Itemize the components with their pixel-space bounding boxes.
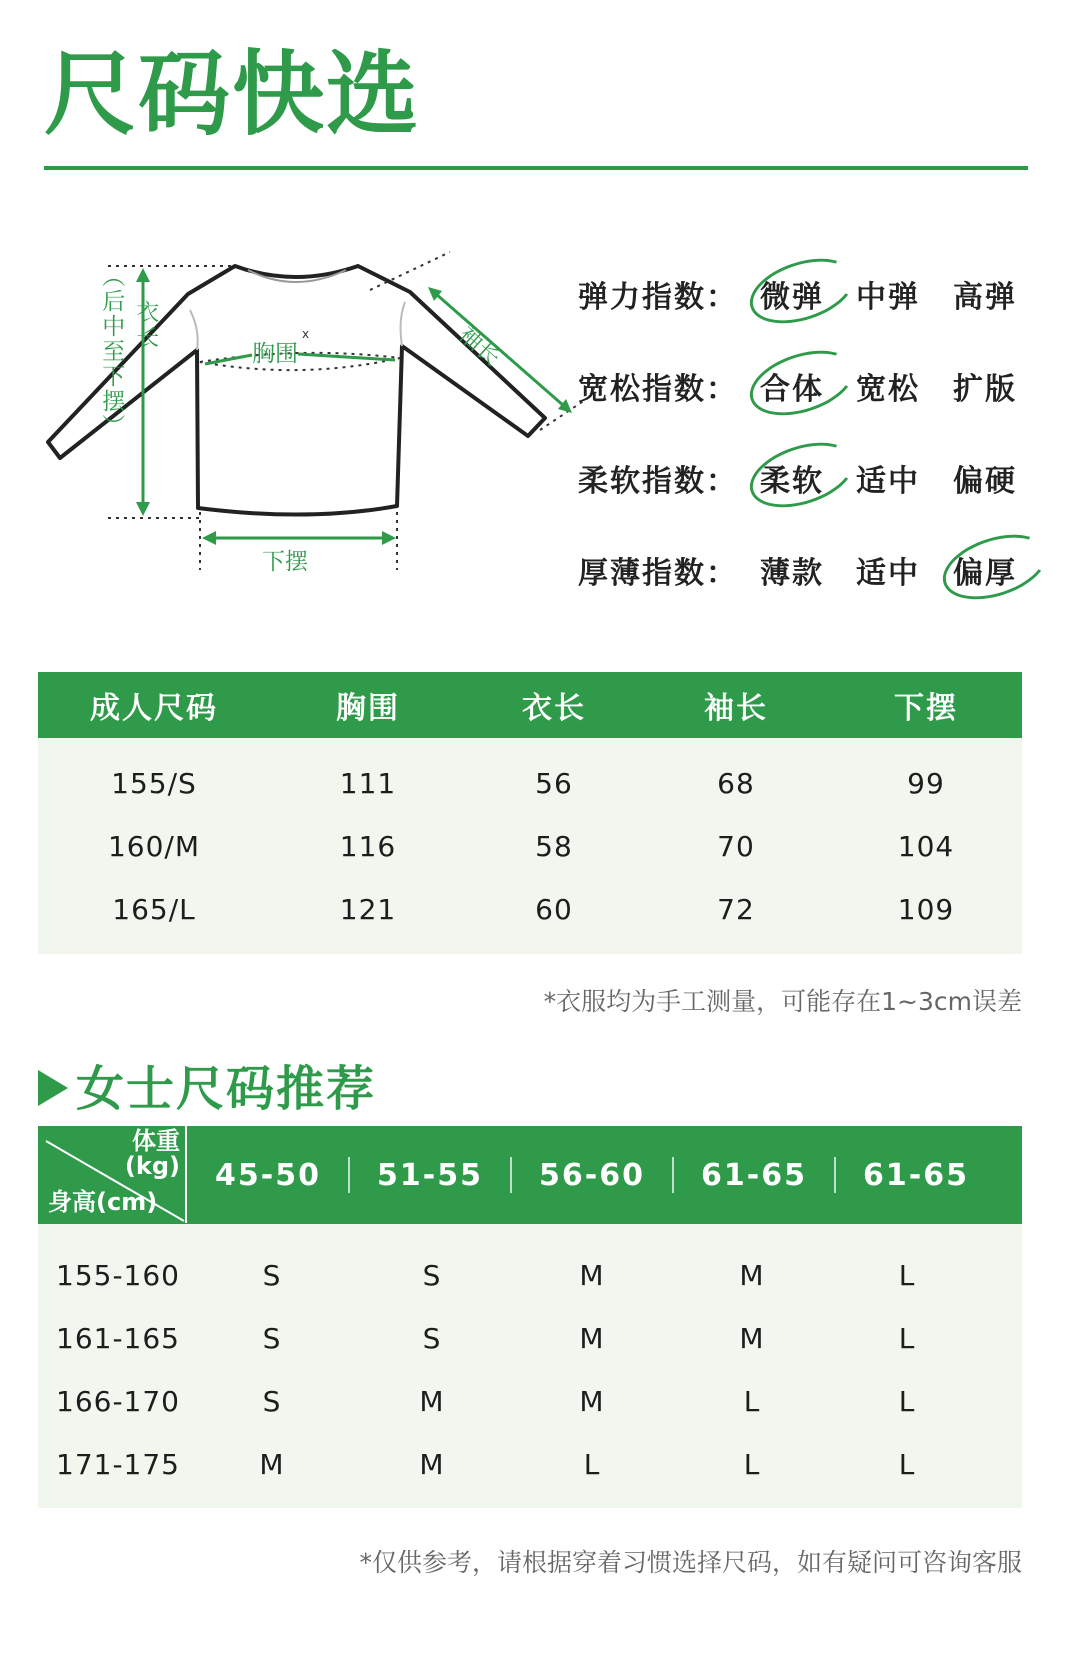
cell-sleeve: 68 <box>717 767 755 800</box>
index-option: 高弹 <box>953 280 1017 315</box>
cell-hem: 104 <box>897 830 955 863</box>
title-divider <box>44 166 1028 170</box>
section-title: 女士尺码推荐 <box>38 1050 376 1119</box>
reference-note: *仅供参考，请根据穿着习惯选择尺码，如有疑问可咨询客服 <box>359 1548 1022 1577</box>
index-option: 扩版 <box>953 372 1017 407</box>
cell-chest: 116 <box>339 830 397 863</box>
cell-chest: 121 <box>339 893 397 926</box>
page-title: 尺码快选 <box>44 41 421 148</box>
index-name: 厚薄指数： <box>578 556 738 591</box>
corner-weight-label: 体重 (kg) <box>124 1127 180 1181</box>
cell-size: M <box>259 1448 285 1481</box>
cell-chest: 111 <box>339 767 397 800</box>
sleeve-label: 袖长 <box>453 321 506 372</box>
weight-header: 61-65 <box>863 1157 969 1193</box>
recommendation-table <box>38 1126 1022 1508</box>
cell-height: 166-170 <box>56 1385 180 1418</box>
weight-header: 51-55 <box>377 1157 483 1193</box>
play-triangle-icon <box>38 1070 68 1106</box>
cell-hem: 109 <box>897 893 955 926</box>
cell-size: 160/M <box>107 830 201 863</box>
cell-size: M <box>579 1322 605 1355</box>
cell-size: M <box>739 1322 765 1355</box>
cell-size: L <box>743 1448 761 1481</box>
index-option-selected: 柔软 <box>760 456 824 500</box>
index-name: 柔软指数： <box>578 464 738 499</box>
length-note-label: （后中至下摆） <box>98 264 125 439</box>
header-cell: 下摆 <box>894 691 958 726</box>
index-option: 适中 <box>856 556 920 591</box>
cell-size: 165/L <box>112 893 196 926</box>
cell-length: 60 <box>535 893 573 926</box>
corner-height-label: 身高(cm) <box>48 1188 158 1216</box>
cell-size: L <box>898 1259 916 1292</box>
chest-label: 胸围 <box>252 341 298 367</box>
table-row <box>38 815 1022 878</box>
cell-size: L <box>743 1385 761 1418</box>
index-row-thickness <box>578 544 1058 636</box>
index-option-selected: 微弹 <box>760 272 824 316</box>
cell-size: L <box>583 1448 601 1481</box>
cell-size: S <box>262 1385 282 1418</box>
cell-size: S <box>262 1259 282 1292</box>
table-row <box>38 1244 1022 1307</box>
length-label: 衣长 <box>132 300 159 350</box>
header-cell: 胸围 <box>336 691 400 726</box>
header-cell: 袖长 <box>704 691 768 726</box>
cell-length: 58 <box>535 830 573 863</box>
corner-cell <box>38 1125 188 1225</box>
weight-header: 45-50 <box>215 1157 321 1193</box>
cell-size: L <box>898 1448 916 1481</box>
size-table <box>38 672 1022 954</box>
header-cell: 衣长 <box>522 691 586 726</box>
cell-size: M <box>739 1259 765 1292</box>
cell-length: 56 <box>535 767 573 800</box>
index-option: 薄款 <box>760 556 824 591</box>
cell-height: 161-165 <box>56 1322 180 1355</box>
index-option-selected: 偏厚 <box>953 548 1017 592</box>
cell-size: M <box>579 1385 605 1418</box>
index-row-fit <box>578 360 1058 452</box>
svg-text:x: x <box>302 327 310 341</box>
measurement-note: *衣服均为手工测量，可能存在1~3cm误差 <box>543 987 1022 1016</box>
cell-sleeve: 72 <box>717 893 755 926</box>
index-option: 偏硬 <box>953 464 1017 499</box>
cell-size: S <box>262 1322 282 1355</box>
table-row <box>38 1433 1022 1496</box>
cell-size: 155/S <box>111 767 197 800</box>
index-option: 适中 <box>856 464 920 499</box>
cell-size: S <box>422 1259 442 1292</box>
cell-size: L <box>898 1385 916 1418</box>
cell-height: 155-160 <box>56 1259 180 1292</box>
size-table-header <box>38 672 1022 738</box>
weight-header: 56-60 <box>539 1157 645 1193</box>
recommendation-table-header <box>38 1126 1022 1224</box>
selection-circle <box>742 247 863 336</box>
index-option: 中弹 <box>856 280 920 315</box>
fabric-indices <box>578 268 1058 636</box>
index-name: 弹力指数： <box>578 280 738 315</box>
index-option: 宽松 <box>856 372 920 407</box>
cell-hem: 99 <box>907 767 945 800</box>
weight-header: 61-65 <box>701 1157 807 1193</box>
cell-size: S <box>422 1322 442 1355</box>
cell-size: M <box>579 1259 605 1292</box>
table-row <box>38 878 1022 941</box>
index-name: 宽松指数： <box>578 372 738 407</box>
table-row <box>38 752 1022 815</box>
cell-size: M <box>419 1448 445 1481</box>
index-option-selected: 合体 <box>760 364 824 408</box>
cell-size: L <box>898 1322 916 1355</box>
hem-label: 下摆 <box>262 549 308 575</box>
cell-height: 171-175 <box>56 1448 180 1481</box>
garment-diagram <box>40 250 580 620</box>
cell-size: M <box>419 1385 445 1418</box>
index-row-softness <box>578 452 1058 544</box>
table-row <box>38 1370 1022 1433</box>
table-row <box>38 1307 1022 1370</box>
index-row-elasticity <box>578 268 1058 360</box>
header-cell: 成人尺码 <box>90 691 218 726</box>
cell-sleeve: 70 <box>717 830 755 863</box>
